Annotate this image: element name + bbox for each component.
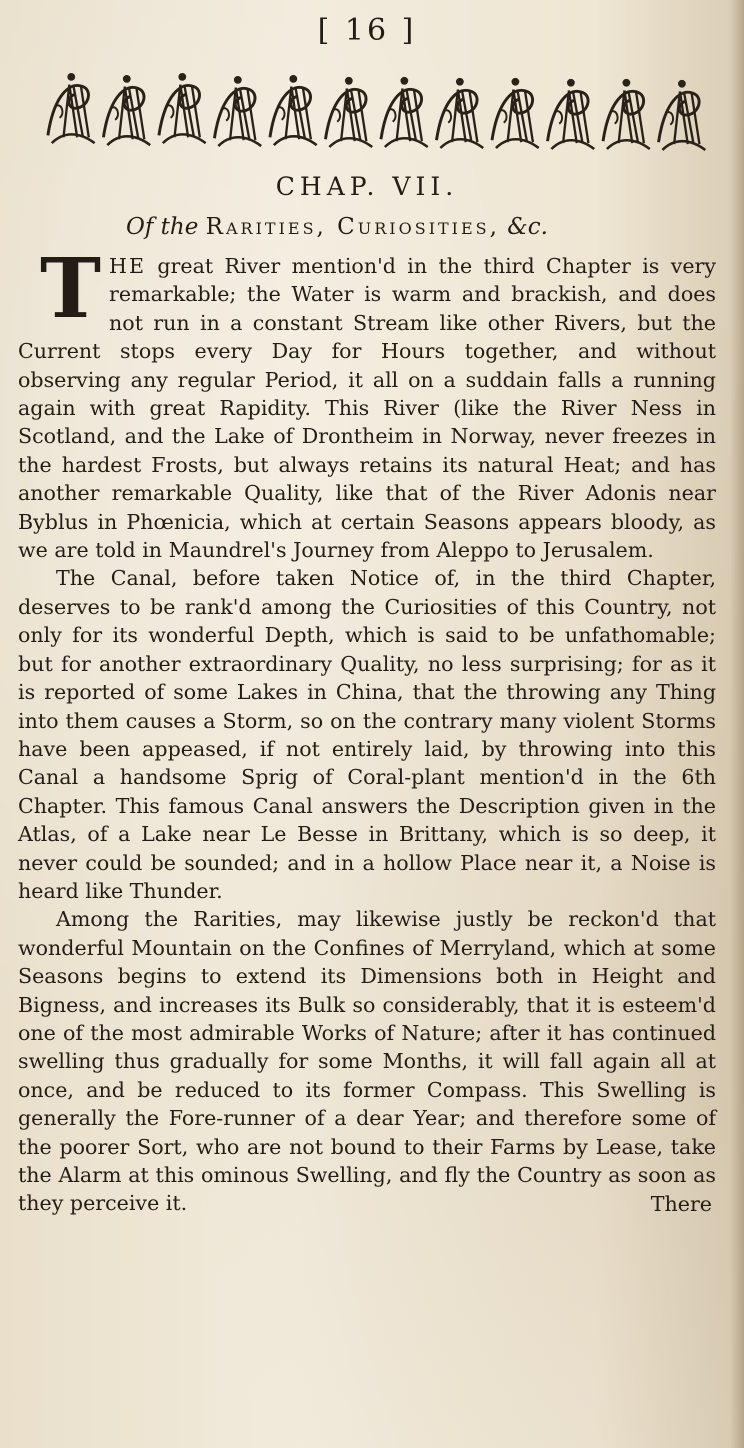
subtitle-of: Of the — [126, 214, 199, 240]
chapter-body — [18, 241, 716, 1218]
subtitle-main: Rarities, Curiosities, — [205, 214, 500, 240]
catchword: There — [650, 1191, 712, 1216]
paragraph-1-text: great River mention'd in the third Chapter is very remarkable; the Water is warm and brackish, and does not run in a constant Stream like other Rivers, but the Current stops every Day for Hours together, and without observing any regular Period, it all on a suddain falls a running again with great Rapidity. This River (like the River Ness in Scotland, and the Lake of Drontheim in Norway, never freezes in the hardest Frosts, but always retains its natural Heat; and has another remarkable Quality, like that of the River Adonis near Byblus in Phœnicia, which at certain Seasons appears bloody, as we are told in Maundrel's Journey from Aleppo to Jerusalem. — [18, 254, 716, 563]
ornament-border-icon — [44, 66, 716, 156]
subtitle-etc: &c. — [507, 214, 548, 240]
paragraph-2: The Canal, before taken Notice of, in the third Chapter, deserves to be rank'd among the Curiosities of this Country, not only for its wonderful Depth, which is said to be unfathomable; but for another extraordinary Quality, no less surprising; for as it is reported of some Lakes in China, that the throwing any Thing into them causes a Storm, so on the contrary many violent Storms have been appeased, if not entirely laid, by throwing into this Canal a handsome Sprig of Coral-plant mention'd in the 6th Chapter. This famous Canal answers the Description given in the Atlas, of a Lake near Le Besse in Brittany, which is so deep, it never could be sounded; and in a hollow Place near it, a Noise is heard like Thunder. — [18, 566, 716, 903]
paragraph-3: Among the Rarities, may likewise justly be reckon'd that wonderful Mountain on the Confines of Merryland, which at some Seasons begins to extend its Dimensions both in Height and Bigness, and increases its Bulk so considerably, that it is esteem'd one of the most admirable Works of Nature; after it has continued swelling thus gradually for some Months, it will fall again all at once, and be reduced to its former Compass. This Swelling is generally the Fore-runner of a dear Year; and therefore some of the poorer Sort, who are not bound to their Farms by Lease, take the Alarm at this ominous Swelling, and fly the Country as soon as they perceive it. — [18, 907, 716, 1216]
drop-cap: T — [40, 241, 102, 337]
paragraph-1 — [18, 241, 716, 564]
paragraph-lead: HE — [109, 254, 147, 278]
chapter-title: CHAP. VII. — [275, 172, 459, 201]
chapter-subtitle — [126, 206, 716, 248]
decorative-ornament-band — [44, 66, 716, 156]
page-number: [ 16 ] — [317, 13, 417, 48]
